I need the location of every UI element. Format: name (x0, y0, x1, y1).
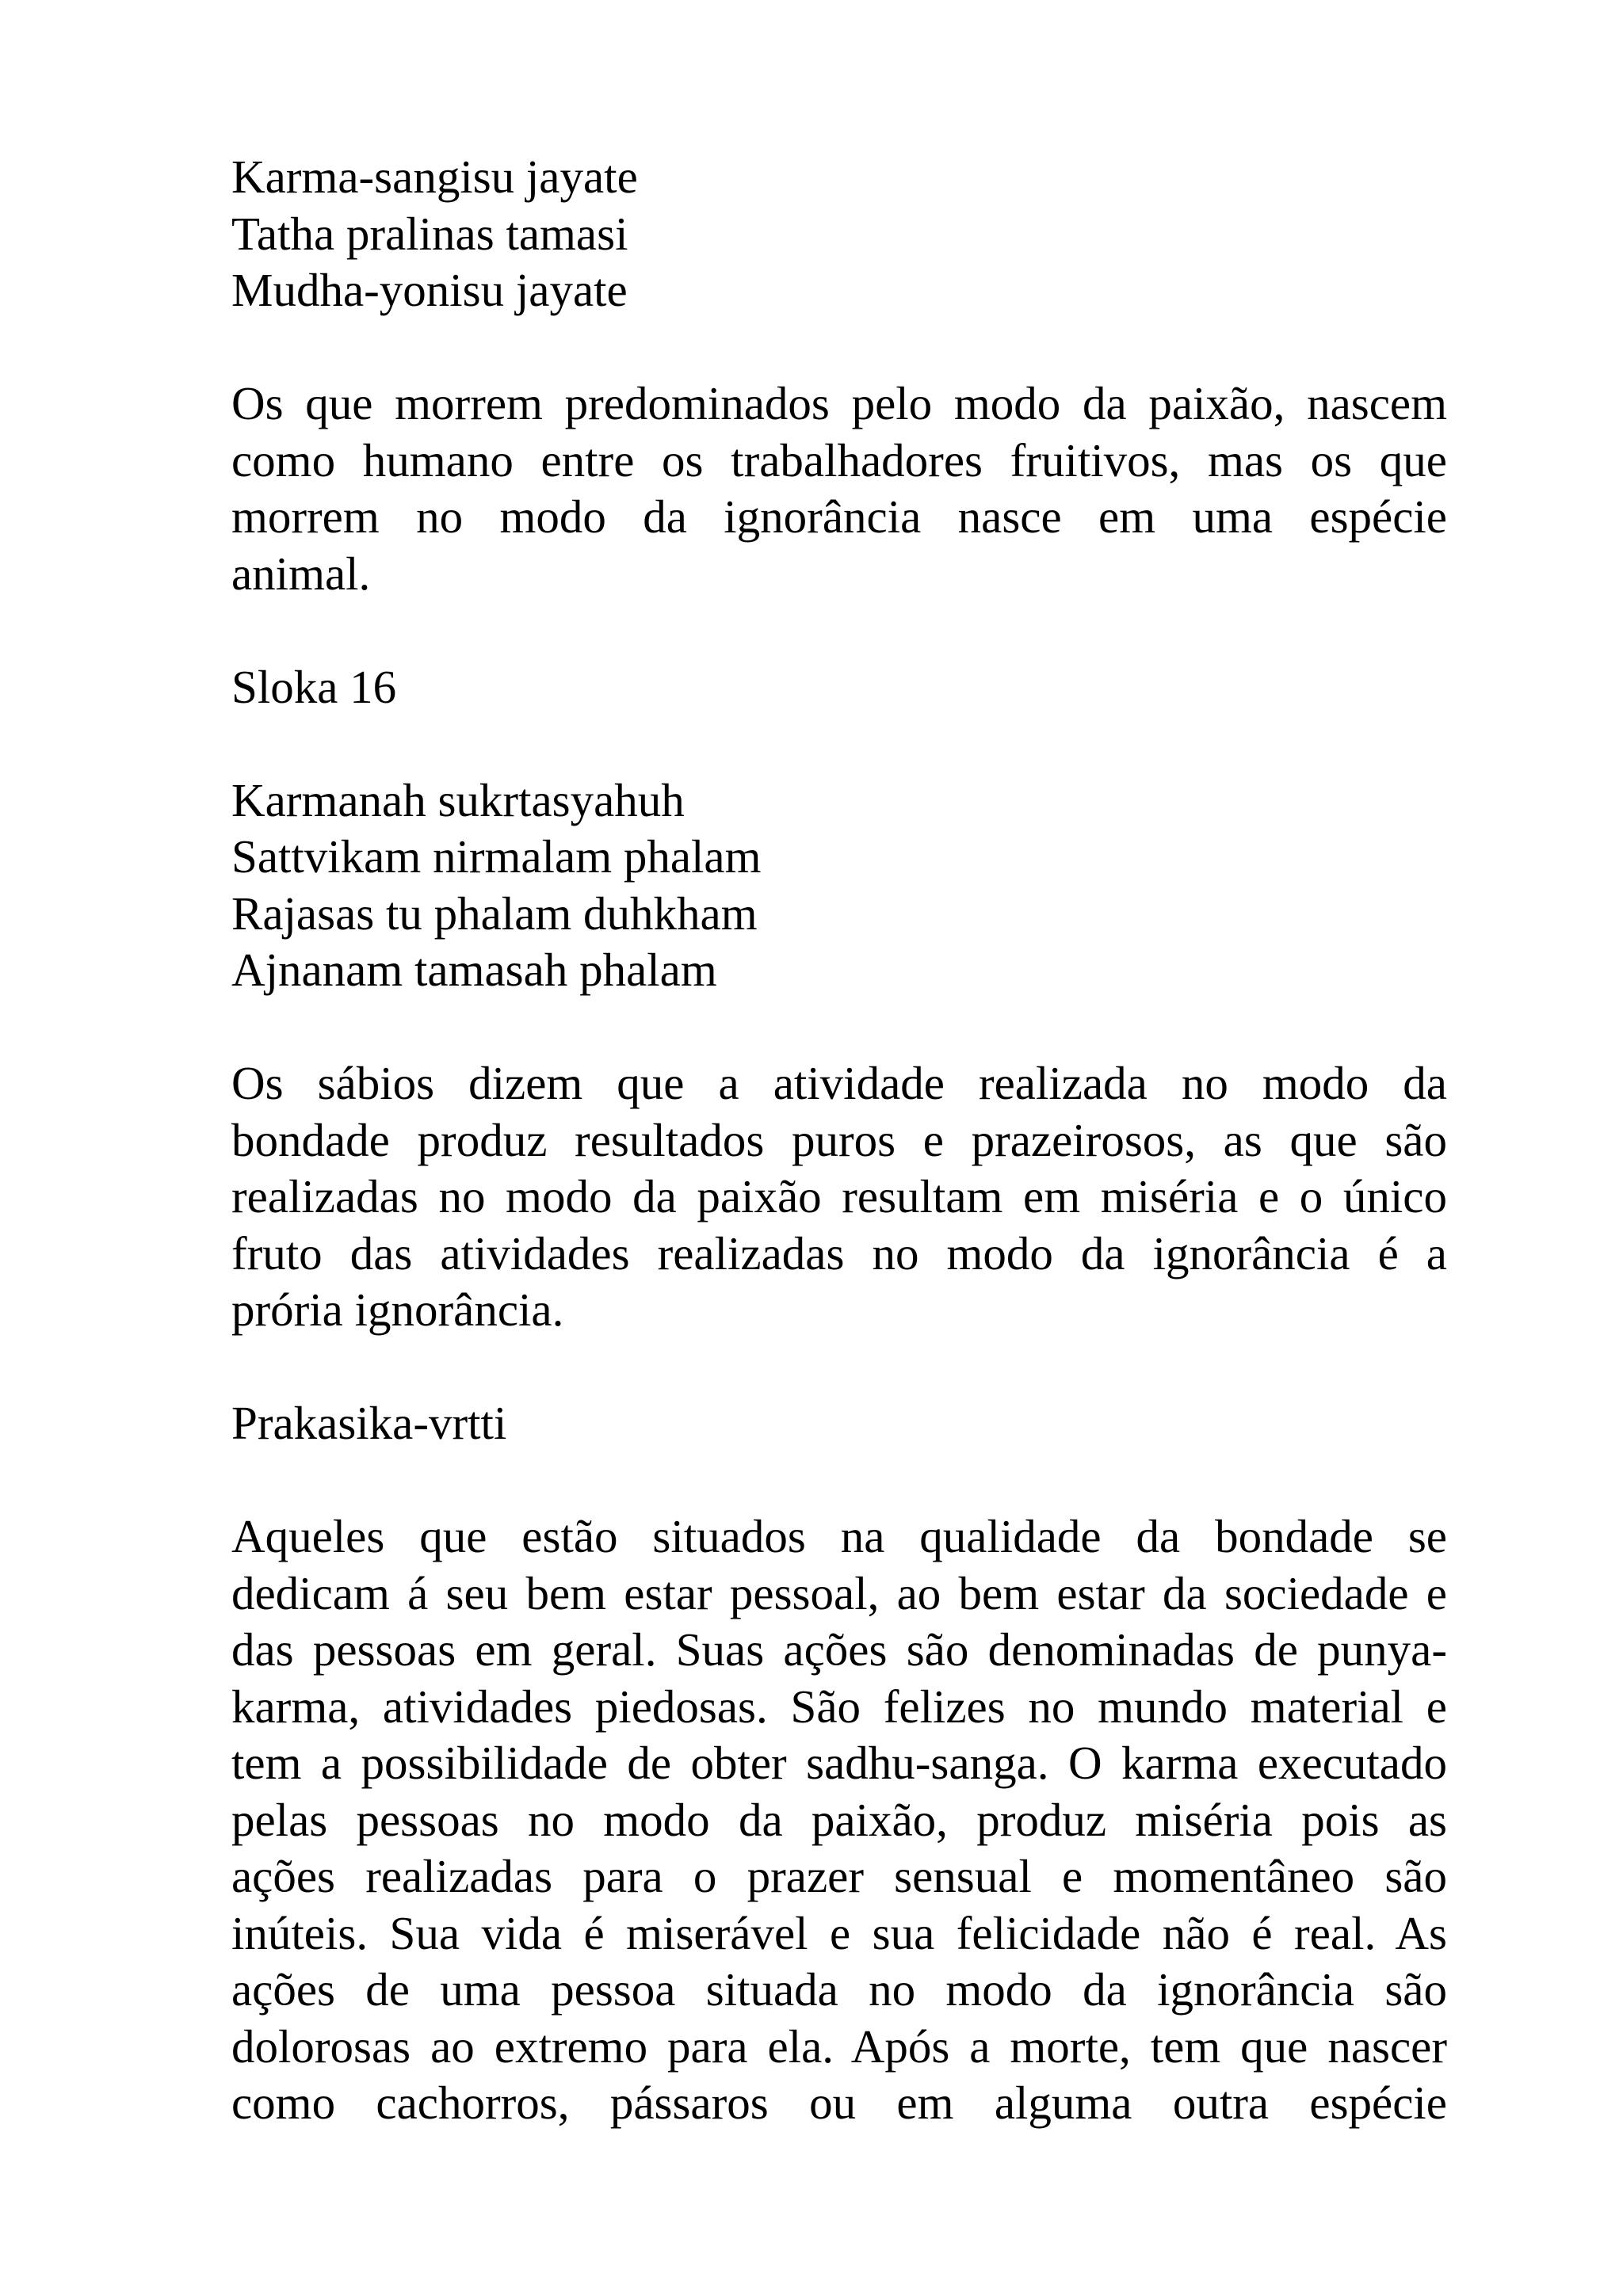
verse-line: Ajnanam tamasah phalam (231, 944, 717, 996)
verse-line: Sattvikam nirmalam phalam (231, 830, 762, 883)
document-page (231, 149, 1447, 2132)
spacer (231, 319, 1447, 376)
verse-15-ending (231, 149, 1447, 319)
paragraph-line: bondade produz resultados puros e prazeirosos, as que são (231, 1113, 1447, 1166)
paragraph-line: Os que morrem predominados pelo modo da paixão, nascem (231, 377, 1447, 429)
paragraph-line: tem a possibilidade de obter sadhu-sanga. O karma executado (231, 1737, 1447, 1789)
paragraph-line: ações realizadas para o prazer sensual e momentâneo são (231, 1850, 1447, 1902)
paragraph-line: ações de uma pessoa situada no modo da ignorância são (231, 1963, 1447, 2016)
paragraph-line: fruto das atividades realizadas no modo da ignorância é a (231, 1226, 1447, 1280)
paragraph-line: pelas pessoas no modo da paixão, produz miséria pois as (231, 1793, 1447, 1846)
paragraph-line: prória ignorância. (231, 1283, 564, 1336)
spacer (231, 715, 1447, 772)
spacer (231, 1339, 1447, 1396)
verse-line: Karma-sangisu jayate (231, 151, 638, 203)
paragraph-line: karma, atividades piedosas. São felizes no mundo material e (231, 1680, 1447, 1733)
spacer (231, 1452, 1447, 1509)
paragraph-line: inúteis. Sua vida é miserável e sua felicidade não é real. As (231, 1906, 1447, 1959)
paragraph-line: dedicam á seu bem estar pessoal, ao bem estar da sociedade e (231, 1566, 1447, 1619)
spacer (231, 602, 1447, 659)
translation-16 (231, 1055, 1447, 1339)
verse-line: Tatha pralinas tamasi (231, 207, 628, 260)
paragraph-line: Os sábios dizem que a atividade realizada no modo da (231, 1057, 1447, 1109)
paragraph-line: como humano entre os trabalhadores fruitivos, mas os que (231, 433, 1447, 486)
verse-line: Karmanah sukrtasyahuh (231, 773, 685, 826)
sloka-heading: Sloka 16 (231, 660, 397, 713)
translation-15 (231, 376, 1447, 602)
paragraph-line: como cachorros, pássaros ou em alguma outra espécie (231, 2077, 1447, 2129)
commentary-paragraph (231, 1508, 1447, 2132)
verse-16 (231, 772, 1447, 999)
verse-line: Rajasas tu phalam duhkham (231, 887, 758, 940)
paragraph-line: dolorosas ao extremo para ela. Após a morte, tem que nascer (231, 2019, 1447, 2073)
verse-line: Mudha-yonisu jayate (231, 264, 628, 316)
paragraph-line: morrem no modo da ignorância nasce em uma espécie (231, 490, 1447, 543)
spacer (231, 999, 1447, 1056)
paragraph-line: realizadas no modo da paixão resultam em miséria e o único (231, 1170, 1447, 1222)
paragraph-line: das pessoas em geral. Suas ações são denominadas de punya- (231, 1623, 1447, 1676)
paragraph-line: animal. (231, 547, 371, 600)
commentary-heading: Prakasika-vrtti (231, 1397, 507, 1449)
paragraph-line: Aqueles que estão situados na qualidade da bondade se (231, 1510, 1447, 1562)
